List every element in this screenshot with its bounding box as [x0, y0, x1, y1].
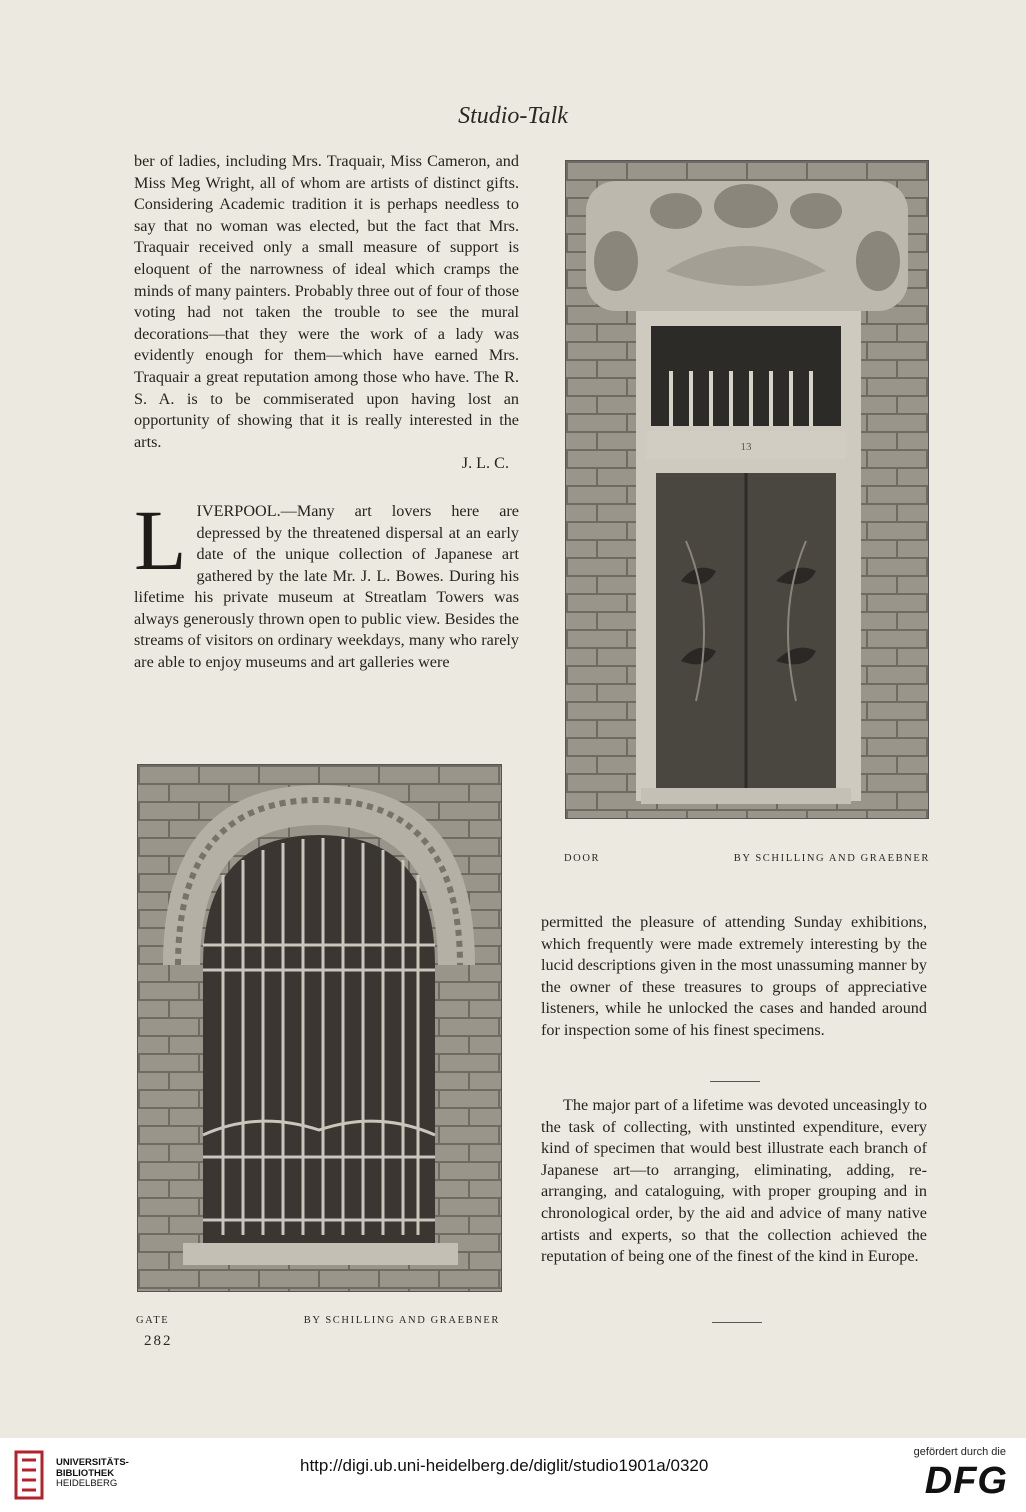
library-line-1: UNIVERSITÄTS- [56, 1457, 129, 1468]
door-caption-title: DOOR [564, 853, 601, 864]
left-column [134, 151, 519, 674]
gate-illustration [138, 765, 501, 1291]
gate-caption [136, 1315, 500, 1326]
right-paragraph-2: The major part of a lifetime was devoted unceasingly to the task of collecting, with unstinted expenditure, every kind of specimen that would best illustrate each branch of Japanese art—to arranging, eliminating, adding, re-arranging, and cataloguing, with proper grouping and in chronological order, by the aid and advice of many native artists and experts, so that the collection achieved the reputation of being one of the finest of the kind in Europe. [541, 1096, 927, 1266]
door-number: 13 [740, 441, 752, 453]
library-line-2: BIBLIOTHEK [56, 1467, 115, 1479]
library-logo-icon [12, 1448, 50, 1504]
gate-caption-credit: BY SCHILLING AND GRAEBNER [303, 1315, 500, 1326]
library-name [56, 1458, 129, 1490]
page-number: 282 [144, 1333, 173, 1349]
section-divider-2 [712, 1322, 762, 1323]
funder-label: gefördert durch die [913, 1446, 1006, 1458]
funder-logo: DFG [924, 1460, 1008, 1502]
door-photograph [565, 160, 929, 819]
door-caption [564, 853, 930, 864]
gate-photograph [137, 764, 502, 1292]
left-paragraph-2-text: IVERPOOL.—Many art lovers here are depressed by the threatened dispersal at an early date of the unique collection of Japanese art gathered by the late Mr. J. L. Bowes. During his lifetime his private museum at Streatlam Towers was always generously thrown open to public view. Besides the streams of visitors on ordinary weekdays, many who rarely are able to enjoy museums and art galleries were [134, 501, 519, 672]
right-column-continued [541, 1095, 927, 1268]
source-url-link[interactable]: http://digi.ub.uni-heidelberg.de/diglit/studio1901a/0320 [300, 1456, 709, 1475]
library-line-3: HEIDELBERG [56, 1478, 118, 1489]
door-illustration [566, 161, 928, 818]
gate-caption-title: GATE [136, 1315, 170, 1326]
right-paragraph-1: permitted the pleasure of attending Sunday exhibitions, which frequently were made extremely interesting by the lucid descriptions given in the most unassuming manner by the owner of these treasures to groups of appreciative listeners, while he unlocked the cases and handed around for inspection some of his finest specimens. [541, 913, 927, 1039]
section-divider-1 [710, 1081, 760, 1082]
left-paragraph-1: ber of ladies, including Mrs. Traquair, Miss Cameron, and Miss Meg Wright, all of whom are artists of distinct gifts. Considering Academic tradition it is perhaps needless to say that no woman was elected, but the fact that Mrs. Traquair received only a small measure of support is eloquent of the narrowness of ideal which cramps the minds of many painters. Probably three out of four of those voting had not taken the trouble to see the mural decorations—that they were the work of a lady was evidently enough for them—which have earned Mrs. Traquair a great reputation among those who have. The R. S. A. is to be commiserated upon having lost an opportunity of showing that it is really interested in the arts. [134, 152, 519, 451]
drop-cap: L [134, 491, 187, 588]
signature: J. L. C. [461, 454, 509, 473]
left-paragraph-2 [134, 491, 519, 674]
running-title: Studio-Talk [458, 103, 568, 129]
door-caption-credit: BY SCHILLING AND GRAEBNER [733, 853, 930, 864]
right-column [541, 912, 927, 1042]
digitization-footer [0, 1438, 1026, 1512]
